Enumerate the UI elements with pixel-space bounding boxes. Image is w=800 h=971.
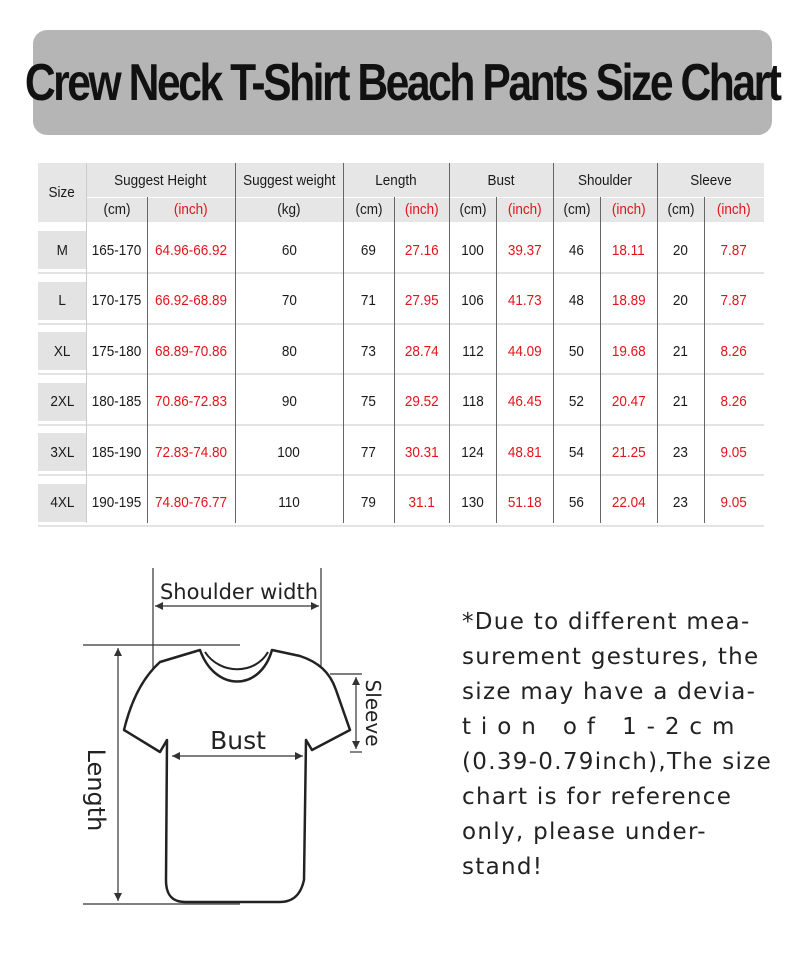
unit-header bbox=[600, 197, 657, 222]
size-cell bbox=[38, 427, 86, 477]
table-cell-text: 21 bbox=[672, 393, 689, 410]
column-group-header-text: Length bbox=[375, 171, 417, 189]
column-divider bbox=[496, 197, 497, 523]
column-group-header-text: Suggest Height bbox=[114, 171, 207, 189]
size-cell bbox=[38, 225, 86, 275]
table-cell-text: 23 bbox=[672, 494, 689, 511]
table-cell bbox=[343, 478, 394, 528]
unit-header-text: (inch) bbox=[174, 201, 208, 218]
table-cell-text: 21.25 bbox=[611, 443, 646, 461]
column-group-header bbox=[86, 163, 235, 197]
table-cell-text: 28.74 bbox=[404, 342, 439, 360]
table-cell bbox=[449, 377, 496, 427]
table-cell bbox=[496, 427, 553, 477]
unit-header bbox=[147, 197, 235, 222]
table-cell bbox=[86, 225, 147, 275]
table-cell-text: 7.87 bbox=[720, 241, 748, 259]
column-divider bbox=[553, 163, 554, 523]
table-cell-text: 48.81 bbox=[507, 443, 542, 461]
table-cell bbox=[86, 276, 147, 326]
column-divider bbox=[657, 163, 658, 523]
table-cell-text: 20 bbox=[672, 241, 689, 259]
table-cell-text: 170-175 bbox=[91, 292, 142, 309]
table-cell-text: 52 bbox=[568, 393, 585, 410]
table-cell-text: 51.18 bbox=[507, 494, 542, 511]
table-cell-text: 68.89-70.86 bbox=[154, 342, 228, 360]
unit-header-text: (cm) bbox=[563, 201, 590, 218]
table-cell bbox=[553, 326, 600, 376]
shoulder-width-label: Shoulder width bbox=[159, 580, 319, 604]
unit-header bbox=[235, 197, 343, 222]
table-cell bbox=[553, 276, 600, 326]
table-cell-text: 9.05 bbox=[720, 494, 748, 511]
table-cell-text: 50 bbox=[568, 342, 585, 360]
table-cell bbox=[394, 276, 449, 326]
table-cell bbox=[449, 326, 496, 376]
table-cell bbox=[394, 377, 449, 427]
column-group-header bbox=[235, 163, 343, 197]
table-cell bbox=[449, 276, 496, 326]
table-cell bbox=[449, 225, 496, 275]
unit-header-text: (cm) bbox=[103, 201, 130, 218]
size-cell-text: XL bbox=[53, 342, 71, 360]
table-cell bbox=[704, 276, 764, 326]
column-group-header-text: Shoulder bbox=[577, 171, 633, 189]
size-cell-text: 3XL bbox=[49, 443, 75, 461]
table-cell-text: 100 bbox=[277, 443, 301, 461]
unit-header bbox=[343, 197, 394, 222]
table-cell-text: 41.73 bbox=[507, 292, 542, 309]
table-cell bbox=[496, 326, 553, 376]
note-line: *Due to different mea- bbox=[462, 609, 751, 635]
table-cell bbox=[394, 427, 449, 477]
column-divider bbox=[235, 163, 236, 523]
table-cell bbox=[343, 326, 394, 376]
size-cell-text: M bbox=[56, 241, 68, 259]
table-cell bbox=[600, 478, 657, 528]
unit-header-text: (cm) bbox=[459, 201, 486, 218]
table-cell bbox=[394, 478, 449, 528]
table-cell-text: 90 bbox=[281, 393, 297, 410]
table-cell bbox=[343, 276, 394, 326]
table-cell bbox=[235, 276, 343, 326]
note-line: chart is for reference bbox=[462, 784, 733, 810]
table-cell-text: 165-170 bbox=[91, 241, 142, 259]
table-cell bbox=[657, 326, 704, 376]
table-cell bbox=[147, 377, 235, 427]
table-cell-text: 44.09 bbox=[507, 342, 542, 360]
table-cell bbox=[394, 225, 449, 275]
column-divider bbox=[600, 197, 601, 523]
table-cell-text: 20.47 bbox=[611, 393, 646, 410]
table-cell-text: 66.92-68.89 bbox=[154, 292, 228, 309]
table-cell-text: 64.96-66.92 bbox=[154, 241, 228, 259]
unit-header bbox=[496, 197, 553, 222]
table-cell-text: 77 bbox=[360, 443, 377, 461]
table-cell-text: 60 bbox=[281, 241, 297, 259]
table-cell bbox=[600, 427, 657, 477]
page-title: Crew Neck T-Shirt Beach Pants Size Chart bbox=[25, 53, 780, 112]
size-header bbox=[38, 163, 86, 222]
size-cell bbox=[38, 276, 86, 326]
table-cell bbox=[235, 377, 343, 427]
table-cell bbox=[553, 478, 600, 528]
column-group-header bbox=[657, 163, 764, 197]
tshirt-collar bbox=[205, 652, 268, 669]
size-cell bbox=[38, 326, 86, 376]
table-cell-text: 124 bbox=[461, 443, 484, 461]
table-cell-text: 130 bbox=[461, 494, 484, 511]
table-cell-text: 8.26 bbox=[720, 393, 748, 410]
column-group-header bbox=[343, 163, 449, 197]
header-divider bbox=[86, 197, 764, 198]
unit-header bbox=[449, 197, 496, 222]
table-cell bbox=[600, 225, 657, 275]
table-cell-text: 18.89 bbox=[611, 292, 646, 309]
note-line: stand! bbox=[462, 854, 544, 880]
row-divider bbox=[38, 525, 764, 527]
size-header-text: Size bbox=[48, 184, 76, 201]
table-cell-text: 46 bbox=[568, 241, 585, 259]
table-cell bbox=[235, 326, 343, 376]
size-cell-text: 2XL bbox=[49, 393, 75, 410]
table-cell-text: 48 bbox=[568, 292, 585, 309]
unit-header-text: (cm) bbox=[355, 201, 382, 218]
unit-header-text: (inch) bbox=[507, 201, 542, 218]
table-cell-text: 31.1 bbox=[408, 494, 435, 511]
column-divider bbox=[147, 197, 148, 523]
table-cell bbox=[147, 478, 235, 528]
column-group-header bbox=[449, 163, 553, 197]
table-cell bbox=[496, 276, 553, 326]
table-cell-text: 75 bbox=[360, 393, 377, 410]
table-cell-text: 70 bbox=[281, 292, 297, 309]
unit-header-text: (inch) bbox=[404, 201, 439, 218]
unit-header bbox=[394, 197, 449, 222]
table-cell-text: 22.04 bbox=[611, 494, 646, 511]
table-cell-text: 74.80-76.77 bbox=[154, 494, 228, 511]
title-banner bbox=[25, 30, 780, 135]
unit-header bbox=[553, 197, 600, 222]
column-divider bbox=[86, 163, 87, 523]
table-cell bbox=[704, 326, 764, 376]
note-line: surement gestures, the bbox=[462, 644, 760, 670]
table-cell bbox=[147, 276, 235, 326]
table-cell-text: 110 bbox=[278, 494, 300, 511]
table-cell-text: 20 bbox=[672, 292, 689, 309]
note-line: only, please under- bbox=[462, 819, 707, 845]
column-group-header-text: Bust bbox=[487, 171, 515, 189]
table-cell bbox=[86, 478, 147, 528]
column-divider bbox=[394, 197, 395, 523]
note-line: (0.39-0.79inch),The size bbox=[462, 749, 773, 775]
table-cell bbox=[394, 326, 449, 376]
table-cell bbox=[449, 427, 496, 477]
unit-header-text: (cm) bbox=[667, 201, 694, 218]
table-cell bbox=[235, 478, 343, 528]
table-cell-text: 30.31 bbox=[404, 443, 439, 461]
table-cell-text: 73 bbox=[360, 342, 377, 360]
table-cell-text: 106 bbox=[461, 292, 484, 309]
table-cell bbox=[86, 427, 147, 477]
measurement-note bbox=[462, 605, 773, 885]
tshirt-outline bbox=[124, 650, 350, 902]
table-cell bbox=[343, 377, 394, 427]
table-cell-text: 27.95 bbox=[404, 292, 439, 309]
table-cell-text: 8.26 bbox=[720, 342, 748, 360]
table-cell-text: 29.52 bbox=[404, 393, 439, 410]
column-group-header bbox=[553, 163, 657, 197]
unit-header bbox=[704, 197, 764, 222]
table-cell bbox=[86, 326, 147, 376]
note-line: size may have a devia- bbox=[462, 679, 757, 705]
size-cell bbox=[38, 478, 86, 528]
table-cell bbox=[235, 225, 343, 275]
size-table bbox=[38, 163, 764, 523]
table-cell-text: 23 bbox=[672, 443, 689, 461]
table-cell bbox=[343, 225, 394, 275]
table-cell-text: 70.86-72.83 bbox=[154, 393, 228, 410]
column-divider bbox=[343, 163, 344, 523]
length-label: Length bbox=[82, 748, 110, 832]
table-cell-text: 19.68 bbox=[611, 342, 646, 360]
table-cell-text: 56 bbox=[568, 494, 585, 511]
size-cell bbox=[38, 377, 86, 427]
table-cell-text: 21 bbox=[672, 342, 689, 360]
table-cell-text: 118 bbox=[461, 393, 484, 410]
table-cell bbox=[704, 478, 764, 528]
table-cell-text: 175-180 bbox=[91, 342, 142, 360]
table-cell-text: 71 bbox=[360, 292, 377, 309]
table-cell bbox=[553, 427, 600, 477]
table-cell-text: 9.05 bbox=[720, 443, 748, 461]
table-cell-text: 27.16 bbox=[404, 241, 439, 259]
column-group-header-text: Sleeve bbox=[689, 171, 732, 189]
column-divider bbox=[704, 197, 705, 523]
table-cell bbox=[600, 276, 657, 326]
table-cell-text: 80 bbox=[281, 342, 297, 360]
table-cell-text: 79 bbox=[360, 494, 377, 511]
table-cell bbox=[147, 427, 235, 477]
column-group-header-text: Suggest weight bbox=[242, 171, 336, 189]
table-cell bbox=[704, 427, 764, 477]
table-cell bbox=[86, 377, 147, 427]
table-cell bbox=[657, 377, 704, 427]
table-cell bbox=[657, 276, 704, 326]
column-divider bbox=[449, 163, 450, 523]
table-cell-text: 72.83-74.80 bbox=[154, 443, 228, 461]
table-cell bbox=[553, 377, 600, 427]
table-cell-text: 100 bbox=[461, 241, 484, 259]
table-cell bbox=[147, 225, 235, 275]
unit-header-text: (inch) bbox=[717, 201, 751, 218]
sleeve-label: Sleeve bbox=[361, 679, 385, 747]
unit-header-text: (inch) bbox=[611, 201, 646, 218]
table-cell-text: 69 bbox=[360, 241, 377, 259]
table-cell bbox=[657, 478, 704, 528]
table-cell bbox=[600, 377, 657, 427]
table-cell-text: 180-185 bbox=[91, 393, 142, 410]
table-cell bbox=[657, 427, 704, 477]
size-cell-text: L bbox=[58, 292, 66, 309]
table-cell-text: 190-195 bbox=[91, 494, 142, 511]
note-line: t i o n o f 1 - 2 c m bbox=[462, 714, 736, 740]
size-cell-text: 4XL bbox=[49, 494, 75, 511]
unit-header bbox=[86, 197, 147, 222]
table-cell bbox=[449, 478, 496, 528]
table-cell bbox=[147, 326, 235, 376]
table-cell bbox=[496, 478, 553, 528]
table-cell-text: 7.87 bbox=[720, 292, 748, 309]
bust-label: Bust bbox=[210, 726, 266, 755]
table-cell bbox=[704, 225, 764, 275]
table-cell-text: 18.11 bbox=[612, 241, 645, 259]
table-cell bbox=[496, 377, 553, 427]
table-cell bbox=[235, 427, 343, 477]
table-cell bbox=[553, 225, 600, 275]
unit-header-text: (kg) bbox=[277, 201, 301, 218]
table-cell-text: 185-190 bbox=[91, 443, 142, 461]
table-cell-text: 54 bbox=[568, 443, 585, 461]
table-cell bbox=[496, 225, 553, 275]
table-cell bbox=[600, 326, 657, 376]
table-cell bbox=[657, 225, 704, 275]
table-cell bbox=[343, 427, 394, 477]
table-cell-text: 39.37 bbox=[507, 241, 542, 259]
tshirt-diagram bbox=[80, 560, 400, 920]
table-cell-text: 112 bbox=[461, 342, 484, 360]
unit-header bbox=[657, 197, 704, 222]
table-cell-text: 46.45 bbox=[507, 393, 542, 410]
table-cell bbox=[704, 377, 764, 427]
